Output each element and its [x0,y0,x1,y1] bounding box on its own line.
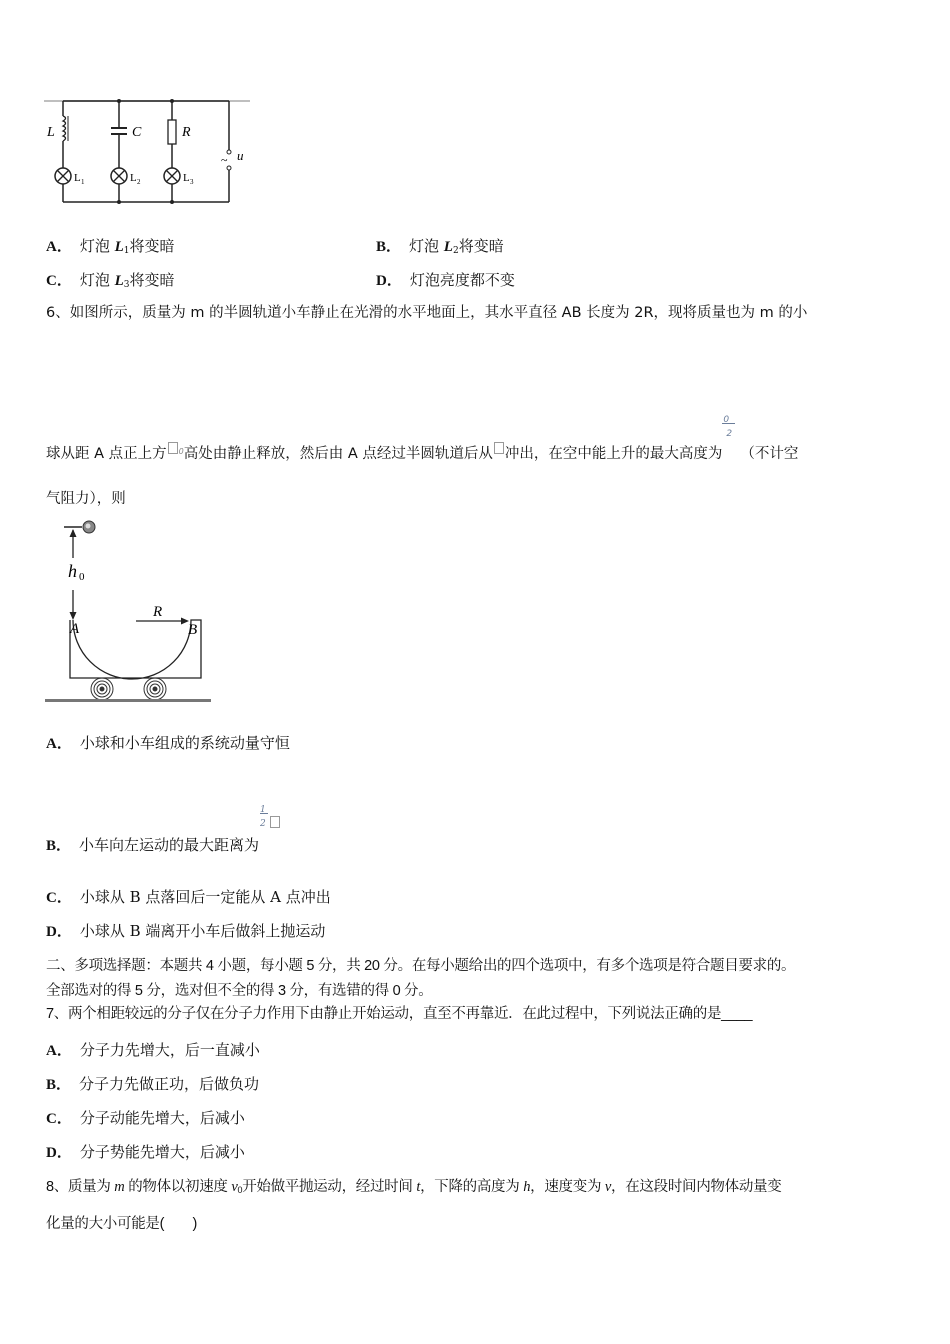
cart-track-diagram [44,518,214,704]
q6-stem-line3: 气阻力），则 [46,491,126,507]
svg-text:1: 1 [81,178,85,186]
q6-stem-line1: 6、如图所示，质量为 m 的半圆轨道小车静止在光滑的水平地面上，其水平直径 AB 长度为 2R，现将质量也为 m 的小 [46,305,808,321]
svg-text:R: R [153,604,163,620]
svg-text:~: ~ [221,153,228,167]
missing-symbol-icon [168,442,178,454]
circuit-svg [44,96,254,208]
fraction-h0-over-2: 0 2 [722,410,736,440]
q6-option-b[interactable]: B． 小车向左运动的最大距离为 1 2 [46,800,281,856]
fraction-one-half: 1 2 [259,800,273,830]
q6-option-a[interactable]: A． 小球和小车组成的系统动量守恒 [46,734,290,752]
q7-option-a[interactable]: A． 分子力先增大，后一直减小 [46,1041,260,1059]
svg-text:B: B [188,622,198,638]
q5-option-c[interactable]: C． 灯泡 $L_3$将变暗 [46,271,175,290]
circuit-diagram [44,96,254,208]
svg-text:A: A [70,621,80,637]
svg-text:L: L [183,172,190,184]
section2-instructions-line1: 二、多项选择题：本题共 4 小题，每小题 5 分，共 20 分。在每小题给出的四个选项中，有多个选项是符合题目要求的。 [46,958,796,974]
q7-option-c[interactable]: C． 分子动能先增大，后减小 [46,1109,245,1127]
q8-stem-line1: 8、质量为 m 的物体以初速度 $v_0$开始做平抛运动，经过时间 t，下降的高度为 h，速度变为 v，在这段时间内物体动量变 [46,1179,782,1195]
q5-option-a[interactable]: A． 灯泡 $L_1$将变暗 [46,237,175,256]
svg-text:u: u [237,148,244,163]
q7-option-b[interactable]: B． 分子力先做正功，后做负功 [46,1075,260,1093]
q6-stem-line2: 球从距 A 点正上方 $^0$高处由静止释放，然后由 A 点经过半圆轨道后从 冲出，在空中能上升的最大高度为 0 2 （不计空 [46,410,798,464]
q7-option-d[interactable]: D． 分子势能先增大，后减小 [46,1143,245,1161]
q6-option-c[interactable]: C． 小球从 B 点落回后一定能从 A 点冲出 [46,888,331,906]
svg-text:L: L [47,125,55,140]
svg-text:C: C [132,125,142,140]
svg-text:h: h [68,561,77,581]
q5-option-b[interactable]: B． 灯泡 $L_2$将变暗 [376,237,504,256]
svg-text:L: L [130,172,137,184]
q7-stem: 7、两个相距较远的分子仅在分子力作用下由静止开始运动，直至不再靠近．在此过程中，下列说法正确的是____ [46,1006,753,1022]
section2-instructions-line2: 全部选对的得 5 分，选对但不全的得 3 分，有选错的得 0 分。 [46,983,433,999]
q8-stem-line2: 化量的大小可能是( ) [46,1216,198,1232]
svg-text:3: 3 [190,178,194,186]
q5-option-d[interactable]: D． 灯泡亮度都不变 [376,271,515,289]
svg-text:L: L [74,172,81,184]
q6-option-d[interactable]: D． 小球从 B 端离开小车后做斜上抛运动 [46,922,326,940]
svg-text:R: R [182,125,191,140]
svg-text:0: 0 [79,571,85,583]
svg-text:2: 2 [137,178,141,186]
missing-symbol-icon [494,442,504,454]
